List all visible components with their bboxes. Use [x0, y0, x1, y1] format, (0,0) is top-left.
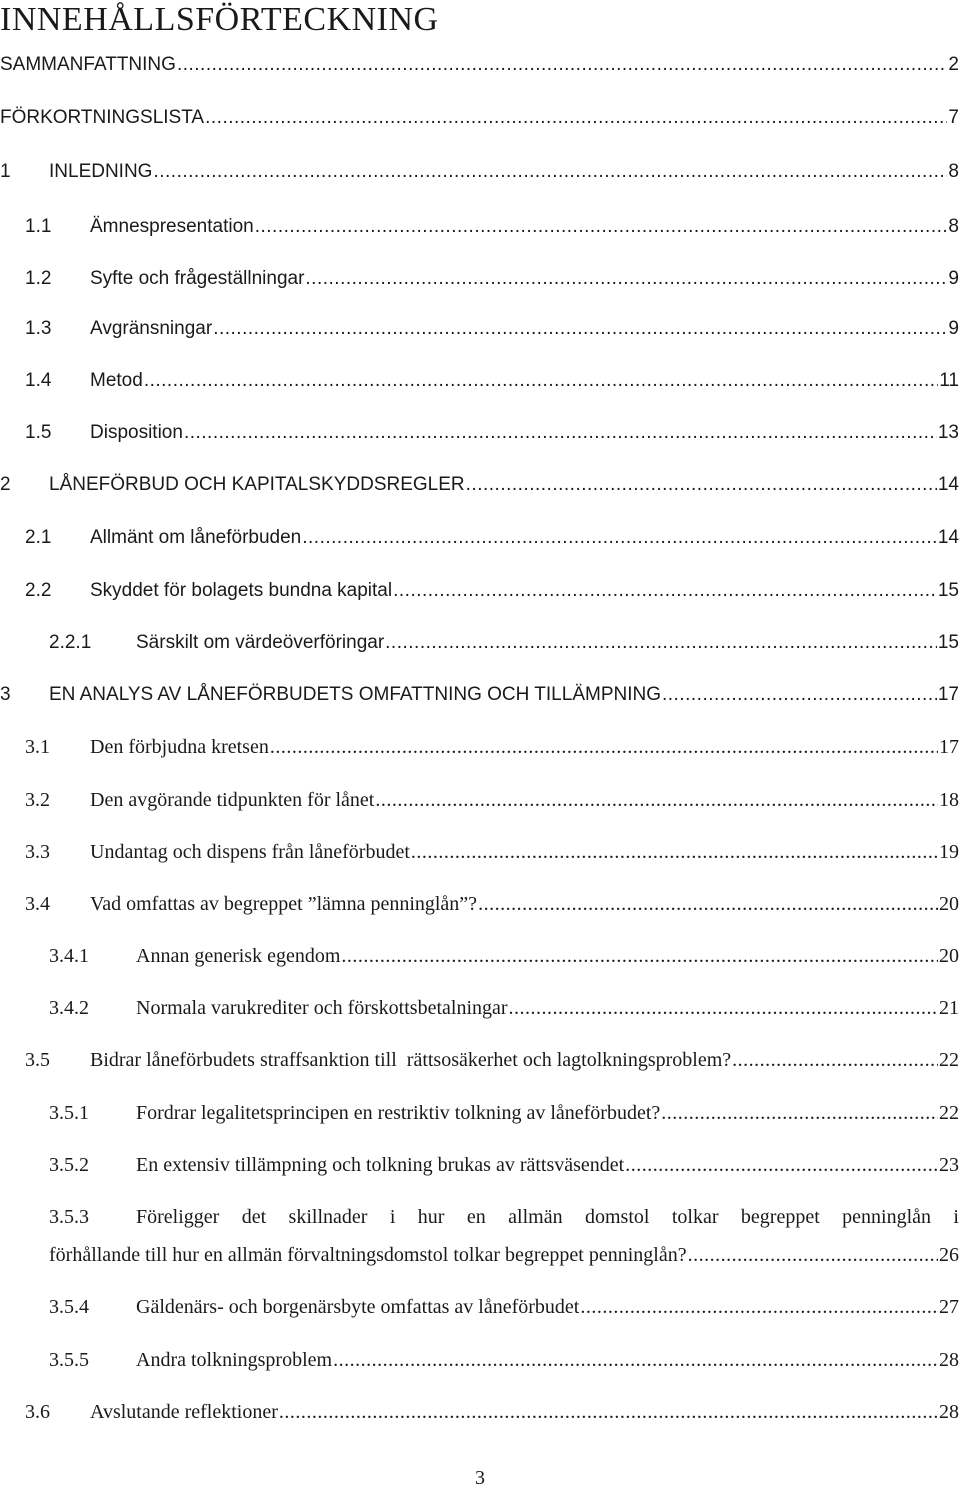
toc-entry-page: 20 [939, 945, 959, 967]
toc-leader-dots [625, 1150, 938, 1180]
toc-leader-dots [302, 523, 937, 553]
toc-entry-number: 1.4 [25, 370, 52, 391]
toc-entry-number: 2.2.1 [49, 632, 92, 653]
toc-entry-number: 3.4 [25, 893, 50, 915]
toc-entry-number: 3.6 [25, 1401, 50, 1423]
toc-leader-dots [375, 785, 938, 815]
toc-entry-text: Normala varukrediter och förskottsbetalningar [136, 997, 508, 1019]
toc-leader-dots [732, 1045, 938, 1075]
toc-entry-text: EN ANALYS AV LÅNEFÖRBUDETS OMFATTNING OCH TILLÄMPNING [49, 684, 661, 705]
toc-entry-text: FÖRKORTNINGSLISTA [0, 107, 205, 128]
toc-entry-text: Fordrar legalitetsprincipen en restriktiv tolkning av låneförbudet? [136, 1102, 661, 1124]
toc-entry-page: 26 [939, 1244, 959, 1266]
toc-entry-page: 28 [939, 1349, 959, 1371]
toc-entry-2-1[interactable] [0, 523, 959, 553]
toc-entry-sammanfattning[interactable] [0, 50, 959, 80]
toc-entry-number: 3 [0, 684, 11, 705]
toc-leader-dots [205, 103, 947, 133]
toc-leader-dots [341, 941, 938, 971]
toc-leader-dots [177, 50, 947, 80]
toc-leader-dots [466, 470, 937, 500]
toc-leader-dots [411, 837, 938, 867]
toc-entry-number: 3.5.4 [49, 1296, 89, 1318]
toc-leader-dots [255, 212, 948, 242]
toc-entry-text: Gäldenärs- och borgenärsbyte omfattas av låneförbudet [136, 1296, 580, 1318]
toc-entry-text: Den förbjudna kretsen [90, 736, 269, 758]
toc-entry-page: 13 [937, 422, 959, 443]
toc-leader-dots [661, 1098, 938, 1128]
toc-leader-dots [144, 366, 938, 396]
toc-entry-3-1[interactable] [0, 732, 959, 762]
toc-entry-text: Bidrar låneförbudets straffsanktion till rättsosäkerhet och lagtolkningsproblem? [90, 1049, 732, 1071]
toc-entry-text: Vad omfattas av begreppet ”lämna penninglån”? [90, 893, 478, 915]
toc-entry-3-5-1[interactable] [0, 1098, 959, 1128]
toc-entry-2-2[interactable] [0, 576, 959, 606]
toc-entry-page: 7 [948, 107, 959, 128]
toc-entry-text: Särskilt om värdeöverföringar [136, 632, 385, 653]
toc-entry-text: Metod [90, 370, 143, 391]
toc-entry-3-4[interactable] [0, 889, 959, 919]
toc-entry-page: 14 [937, 527, 959, 548]
toc-entry-text: Avgränsningar [90, 318, 213, 339]
toc-entry-text-line-1: Föreligger det skillnader i hur en allmän domstol tolkar begreppet penninglån i [136, 1206, 959, 1228]
toc-entry-number: 3.5.2 [49, 1154, 89, 1176]
toc-entry-page: 8 [948, 161, 959, 182]
toc-entry-number: 3.2 [25, 789, 50, 811]
toc-entry-page: 21 [939, 997, 959, 1019]
toc-entry-text: Avslutande reflektioner [90, 1401, 278, 1423]
toc-entry-3-5-2[interactable] [0, 1150, 959, 1180]
toc-entry-3[interactable] [0, 680, 959, 710]
toc-entry-number: 2.2 [25, 580, 52, 601]
page-number: 3 [475, 1467, 485, 1489]
toc-entry-text: SAMMANFATTNING [0, 54, 176, 75]
toc-entry-3-5-5[interactable] [0, 1345, 959, 1375]
toc-entry-text: Syfte och frågeställningar [90, 268, 305, 289]
toc-leader-dots [385, 628, 937, 658]
toc-entry-page: 20 [939, 893, 959, 915]
toc-entry-text-line-2: förhållande till hur en allmän förvaltningsdomstol tolkar begreppet penninglån? [49, 1244, 687, 1266]
toc-entry-number: 3.4.2 [49, 997, 89, 1019]
page-title: INNEHÅLLSFÖRTECKNING [0, 1, 439, 38]
toc-entry-text: Undantag och dispens från låneförbudet [90, 841, 410, 863]
toc-entry-page: 27 [939, 1296, 959, 1318]
toc-entry-1-1[interactable] [0, 212, 959, 242]
toc-entry-3-5-3-continued[interactable] [49, 1240, 959, 1270]
toc-entry-text: Skyddet för bolagets bundna kapital [90, 580, 393, 601]
toc-entry-page: 18 [939, 789, 959, 811]
toc-leader-dots [478, 889, 938, 919]
toc-entry-forkortningslista[interactable] [0, 103, 959, 133]
toc-leader-dots [305, 264, 947, 294]
toc-leader-dots [333, 1345, 938, 1375]
toc-entry-page: 28 [939, 1401, 959, 1423]
toc-entry-1-3[interactable] [0, 314, 959, 344]
toc-entry-3-2[interactable] [0, 785, 959, 815]
toc-entry-page: 9 [948, 268, 959, 289]
toc-entry-text: Den avgörande tidpunkten för lånet [90, 789, 375, 811]
toc-entry-3-5-3[interactable] [49, 1202, 959, 1232]
toc-entry-number: 1 [0, 161, 11, 182]
toc-leader-dots [153, 157, 947, 187]
toc-entry-number: 1.3 [25, 318, 52, 339]
toc-entry-text: Disposition [90, 422, 183, 443]
toc-entry-number: 3.5.1 [49, 1102, 89, 1124]
toc-entry-text: Annan generisk egendom [136, 945, 341, 967]
toc-entry-page: 17 [939, 736, 959, 758]
toc-entry-page: 22 [939, 1049, 959, 1071]
toc-leader-dots [393, 576, 937, 606]
toc-entry-text: LÅNEFÖRBUD OCH KAPITALSKYDDSREGLER [49, 474, 465, 495]
toc-entry-number: 2.1 [25, 527, 52, 548]
toc-entry-number: 2 [0, 474, 11, 495]
toc-entry-text: INLEDNING [49, 161, 153, 182]
toc-entry-3-4-2[interactable] [0, 993, 959, 1023]
toc-entry-1-4[interactable] [0, 366, 959, 396]
toc-entry-text: Allmänt om låneförbuden [90, 527, 302, 548]
toc-entry-text: Ämnespresentation [90, 216, 254, 237]
toc-entry-page: 23 [939, 1154, 959, 1176]
toc-entry-page: 2 [948, 54, 959, 75]
toc-entry-number: 3.4.1 [49, 945, 89, 967]
toc-entry-page: 19 [939, 841, 959, 863]
toc-leader-dots [580, 1292, 938, 1322]
toc-leader-dots [688, 1240, 938, 1270]
toc-entry-3-4-1[interactable] [0, 941, 959, 971]
toc-entry-2[interactable] [0, 470, 959, 500]
toc-entry-page: 17 [937, 684, 959, 705]
toc-entry-1-2[interactable] [0, 264, 959, 294]
toc-entry-page: 11 [939, 370, 959, 391]
toc-entry-3-3[interactable] [0, 837, 959, 867]
toc-leader-dots [279, 1397, 938, 1427]
toc-entry-page: 14 [937, 474, 959, 495]
toc-entry-3-5-4[interactable] [0, 1292, 959, 1322]
toc-entry-number: 3.3 [25, 841, 50, 863]
toc-leader-dots [213, 314, 947, 344]
toc-entry-3-5[interactable] [0, 1045, 959, 1075]
toc-entry-page: 15 [937, 632, 959, 653]
toc-entry-number: 3.5.3 [49, 1206, 89, 1228]
toc-entry-page: 22 [939, 1102, 959, 1124]
toc-entry-3-6[interactable] [0, 1397, 959, 1427]
toc-entry-1-5[interactable] [0, 418, 959, 448]
toc-entry-number: 3.5.5 [49, 1349, 89, 1371]
toc-entry-page: 15 [937, 580, 959, 601]
toc-leader-dots [270, 732, 938, 762]
toc-entry-number: 1.1 [25, 216, 52, 237]
toc-entry-text: Andra tolkningsproblem [136, 1349, 333, 1371]
toc-leader-dots [662, 680, 937, 710]
toc-entry-page: 8 [948, 216, 959, 237]
toc-entry-number: 1.2 [25, 268, 52, 289]
toc-leader-dots [509, 993, 938, 1023]
toc-leader-dots [184, 418, 937, 448]
toc-entry-1[interactable] [0, 157, 959, 187]
toc-entry-number: 3.5 [25, 1049, 50, 1071]
toc-entry-number: 3.1 [25, 736, 50, 758]
toc-entry-page: 9 [948, 318, 959, 339]
toc-entry-number: 1.5 [25, 422, 52, 443]
toc-entry-text: En extensiv tillämpning och tolkning brukas av rättsväsendet [136, 1154, 625, 1176]
toc-entry-2-2-1[interactable] [0, 628, 959, 658]
